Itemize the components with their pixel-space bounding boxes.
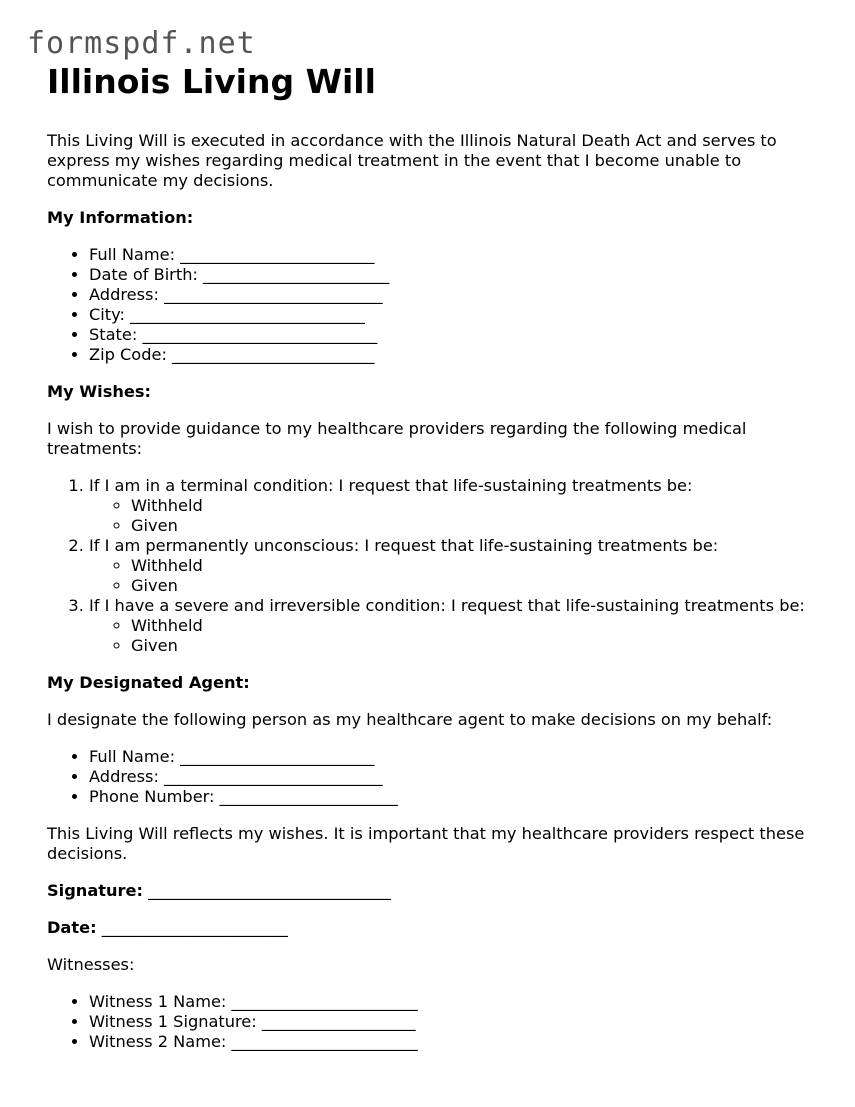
zip-code-field[interactable]: • Zip Code: _________________________ <box>89 345 817 365</box>
state-field[interactable]: • State: _____________________________ <box>89 325 817 345</box>
city-field[interactable]: • City: _____________________________ <box>89 305 817 325</box>
wish-item <box>89 536 817 596</box>
agent-phone-field[interactable]: • Phone Number: ______________________ <box>89 787 817 807</box>
signature-blank[interactable]: ______________________________ <box>148 881 391 900</box>
my-information-heading: My Information: <box>47 208 194 227</box>
document <box>47 58 817 1069</box>
witnesses-list <box>47 992 817 1052</box>
address-field[interactable]: • Address: ___________________________ <box>89 285 817 305</box>
closing-paragraph: This Living Will reflects my wishes. It is important that my healthcare providers respect these decisions. <box>47 824 805 863</box>
option-withheld[interactable]: ◦ Withheld <box>131 496 817 516</box>
agent-address-field[interactable]: • Address: ___________________________ <box>89 767 817 787</box>
full-name-field[interactable]: • Full Name: ________________________ <box>89 245 817 265</box>
option-given[interactable]: ◦ Given <box>131 636 817 656</box>
option-withheld[interactable]: ◦ Withheld <box>131 616 817 636</box>
my-information-list <box>47 245 817 365</box>
date-blank[interactable]: _______________________ <box>101 918 288 937</box>
wishes-list <box>47 476 817 656</box>
witness-2-name-field[interactable]: • Witness 2 Name: _______________________ <box>89 1032 817 1052</box>
intro-paragraph: This Living Will is executed in accordance with the Illinois Natural Death Act and serves to express my wishes regarding medical treatment in the event that I become unable to communicate my decisions. <box>47 131 777 190</box>
date-of-birth-field[interactable]: • Date of Birth: _______________________ <box>89 265 817 285</box>
watermark: formspdf.net <box>27 26 256 61</box>
witness-1-name-field[interactable]: • Witness 1 Name: _______________________ <box>89 992 817 1012</box>
wish-text: If I am permanently unconscious: I request that life-sustaining treatments be: <box>89 536 719 555</box>
witness-1-signature-field[interactable]: • Witness 1 Signature: ___________________ <box>89 1012 817 1032</box>
wish-text: If I am in a terminal condition: I request that life-sustaining treatments be: <box>89 476 693 495</box>
designated-agent-intro: I designate the following person as my healthcare agent to make decisions on my behalf: <box>47 710 773 729</box>
signature-line[interactable] <box>47 881 817 901</box>
wish-options <box>89 496 817 536</box>
date-label: Date: <box>47 918 97 937</box>
wish-options <box>89 616 817 656</box>
witnesses-heading: Witnesses: <box>47 955 135 974</box>
agent-full-name-field[interactable]: • Full Name: ________________________ <box>89 747 817 767</box>
wish-text: If I have a severe and irreversible condition: I request that life-sustaining treatments be: <box>89 596 805 615</box>
wish-item <box>89 596 817 656</box>
option-withheld[interactable]: ◦ Withheld <box>131 556 817 576</box>
wish-item <box>89 476 817 536</box>
wish-options <box>89 556 817 596</box>
option-given[interactable]: ◦ Given <box>131 576 817 596</box>
signature-label: Signature: <box>47 881 143 900</box>
my-wishes-intro: I wish to provide guidance to my healthcare providers regarding the following medical treatments: <box>47 419 747 458</box>
my-wishes-heading: My Wishes: <box>47 382 151 401</box>
designated-agent-list <box>47 747 817 807</box>
option-given[interactable]: ◦ Given <box>131 516 817 536</box>
designated-agent-heading: My Designated Agent: <box>47 673 250 692</box>
page-title: Illinois Living Will <box>47 62 376 101</box>
date-line[interactable] <box>47 918 817 938</box>
